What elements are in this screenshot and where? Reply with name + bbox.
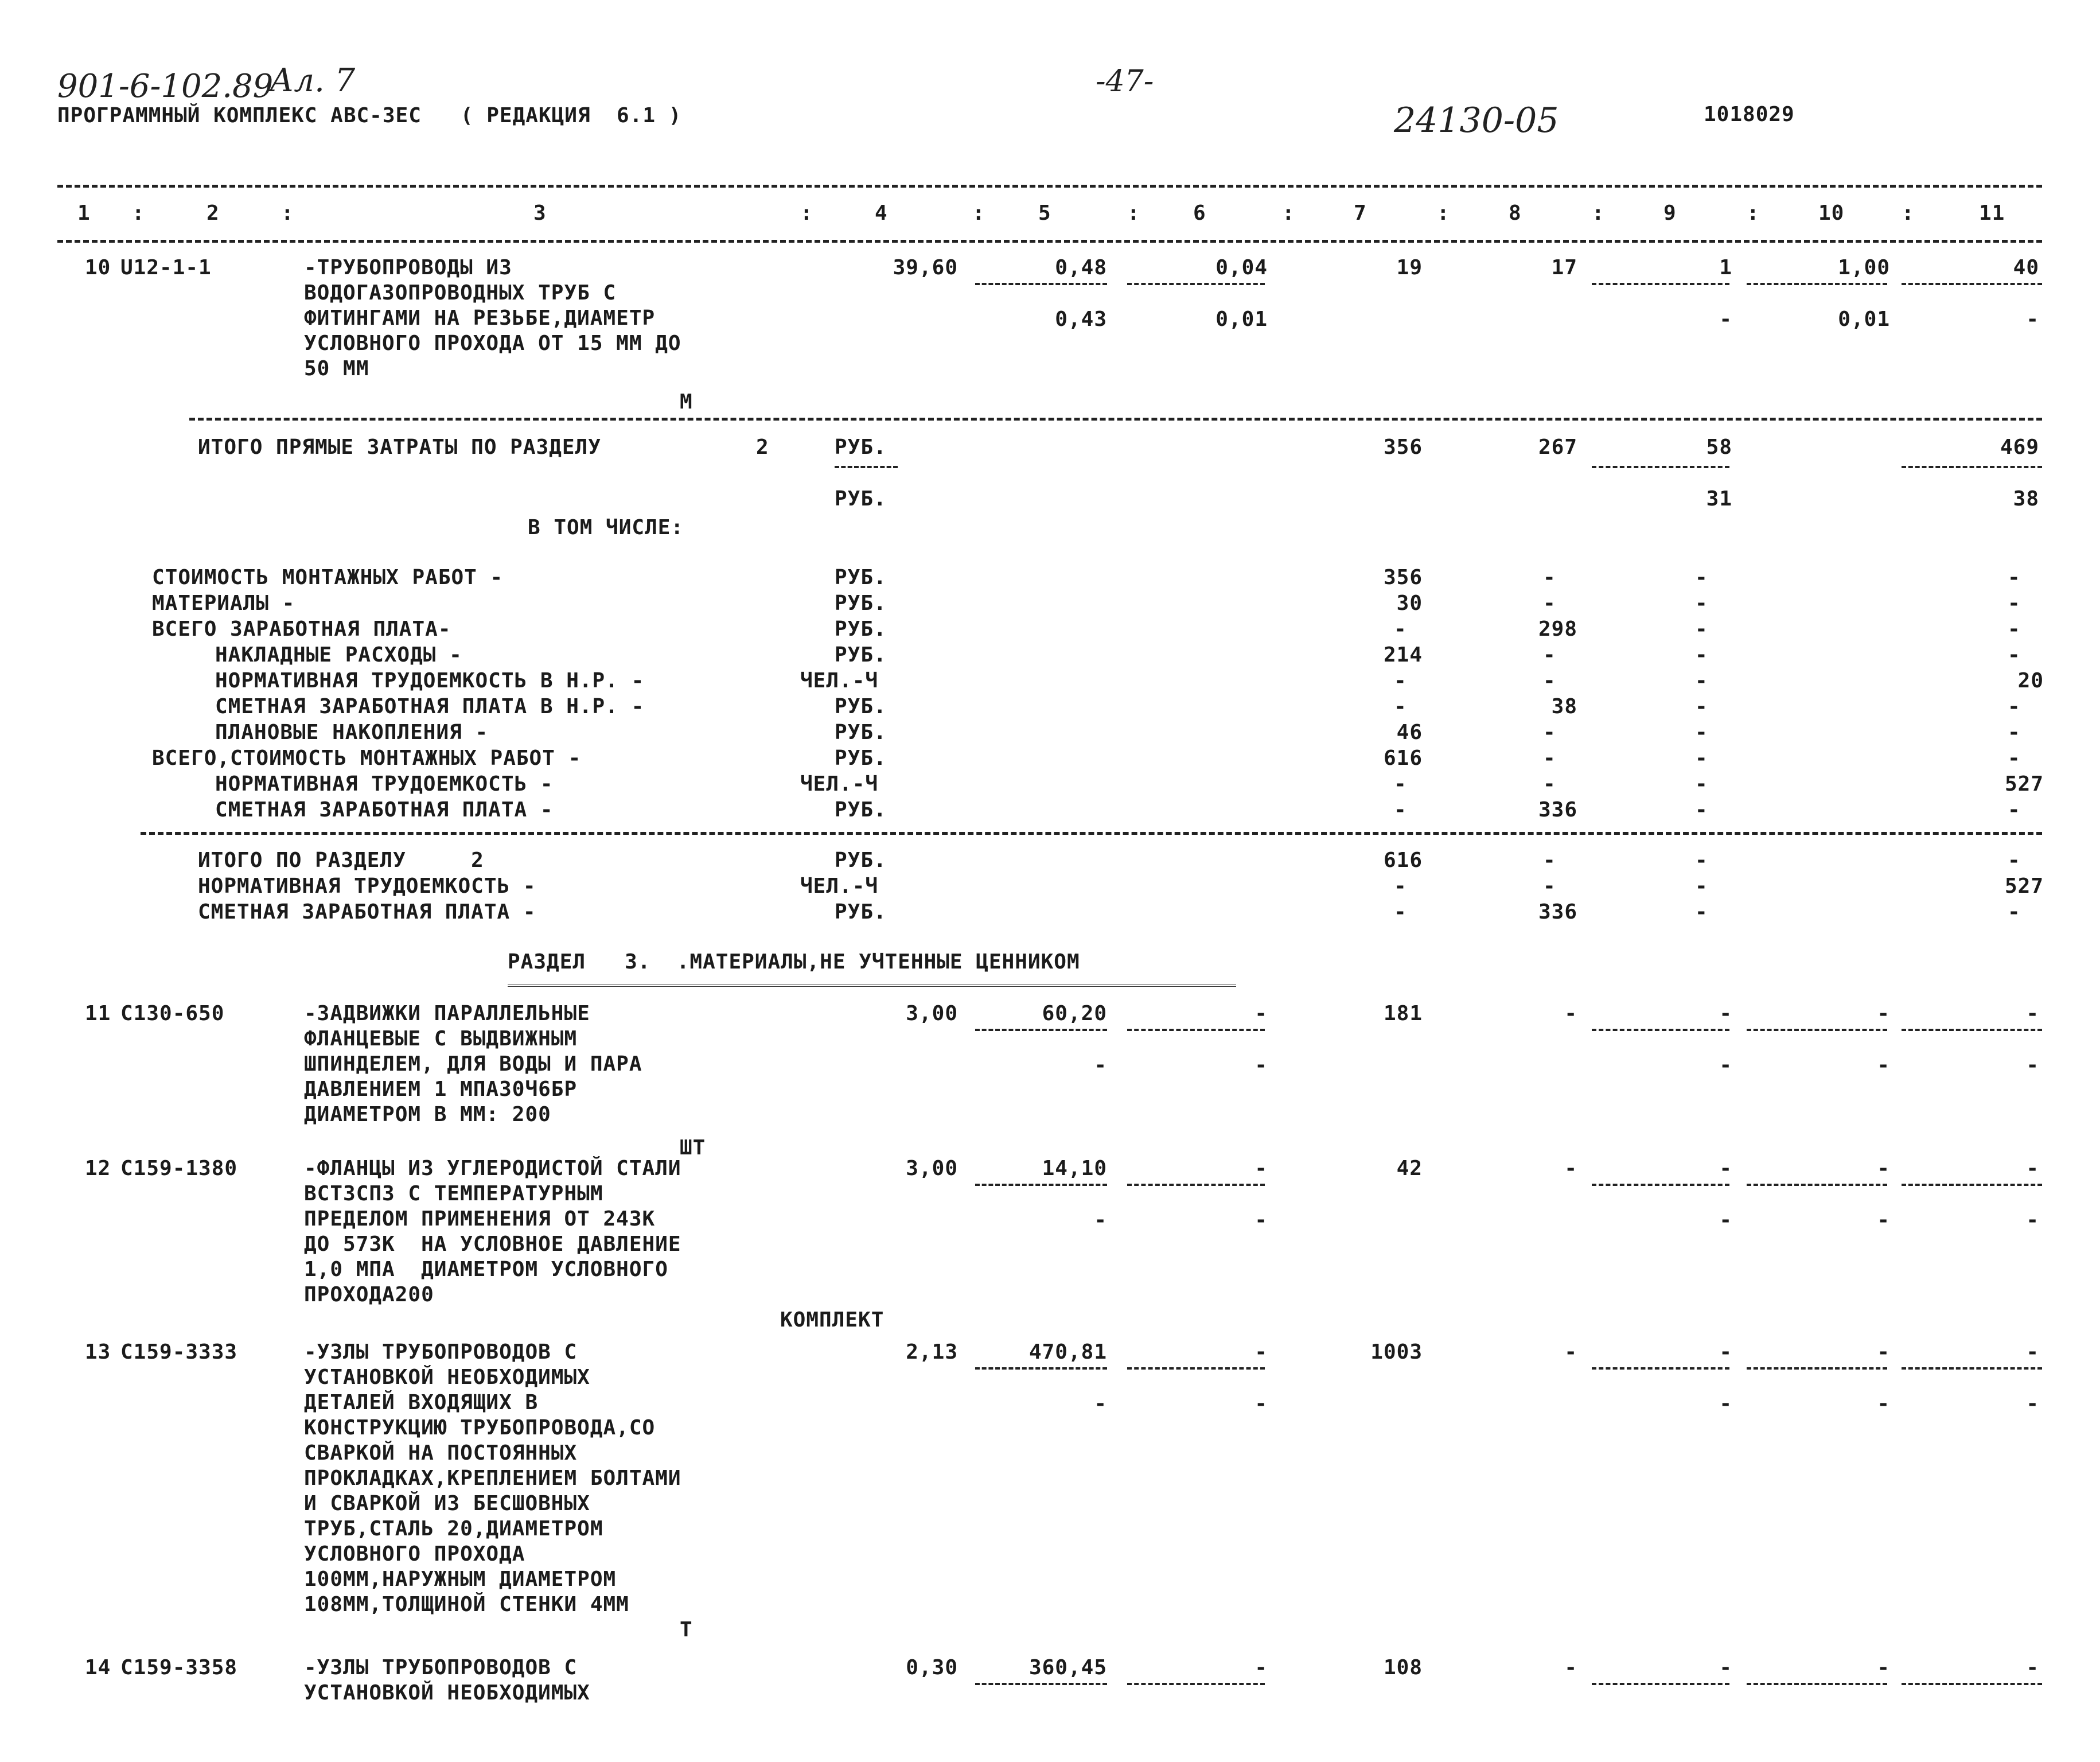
item-sub-rule xyxy=(1127,283,1265,285)
breakdown-c11: - xyxy=(2008,643,2021,667)
item-description-line: ФЛАНЦЕВЫЕ С ВЫДВИЖНЫМ xyxy=(304,1027,578,1051)
item-col9-lower: - xyxy=(1719,308,1732,331)
breakdown-unit: РУБ. xyxy=(835,695,887,718)
breakdown-c11: - xyxy=(2008,695,2021,718)
breakdown-c7: - xyxy=(1394,669,1407,693)
totals-top-rule xyxy=(189,418,2042,421)
item-col9-lower: - xyxy=(1719,1392,1732,1415)
column-separator: : xyxy=(132,201,145,225)
program-line: ПРОГРАММНЫЙ КОМПЛЕКС АВС-3ЕС ( РЕДАКЦИЯ 6.1 ) xyxy=(57,104,682,127)
item-col11-lower: - xyxy=(2026,308,2039,331)
item-description-line: ПРОКЛАДКАХ,КРЕПЛЕНИЕМ БОЛТАМИ xyxy=(304,1467,681,1490)
item-total-cost: 108 xyxy=(1383,1656,1423,1679)
item-description-line: 108ММ,ТОЛЩИНОЙ СТЕНКИ 4ММ xyxy=(304,1593,629,1616)
section-total-c11: 527 xyxy=(2004,874,2044,898)
item-unit-cost: 360,45 xyxy=(1028,1656,1107,1679)
breakdown-unit: РУБ. xyxy=(835,721,887,744)
item-sub-rule xyxy=(1902,1184,2042,1186)
breakdown-c11: - xyxy=(2008,798,2021,822)
item-col9-lower: - xyxy=(1719,1053,1732,1077)
item-total-wage: 17 xyxy=(1551,256,1577,279)
item-total-cost: 42 xyxy=(1396,1157,1423,1180)
breakdown-c7: - xyxy=(1394,617,1407,641)
item-description-line: ТРУБ,СТАЛЬ 20,ДИАМЕТРОМ xyxy=(304,1517,603,1541)
totals-section: 2 xyxy=(756,435,769,459)
item-quantity: 0,30 xyxy=(906,1656,958,1679)
breakdown-c8: 38 xyxy=(1551,695,1577,718)
item-description-line: ВОДОГАЗОПРОВОДНЫХ ТРУБ С xyxy=(304,281,617,305)
item-sub-rule xyxy=(1127,1683,1265,1685)
item-col10: - xyxy=(1877,1340,1890,1364)
item-description-line: УСЛОВНОГО ПРОХОДА ОТ 15 ММ ДО xyxy=(304,332,681,355)
section-total-c9: - xyxy=(1695,849,1708,872)
item-quantity: 3,00 xyxy=(906,1157,958,1180)
section-total-c9: - xyxy=(1695,900,1708,924)
item-number: 12 xyxy=(85,1157,111,1180)
totals-unit-rule xyxy=(835,466,898,468)
item-description-line: УСЛОВНОГО ПРОХОДА xyxy=(304,1542,525,1566)
item-col11: - xyxy=(2026,1002,2039,1025)
item-quantity: 3,00 xyxy=(906,1002,958,1025)
breakdown-c8: 298 xyxy=(1538,617,1577,641)
column-header-2: 2 xyxy=(207,201,220,225)
item-description-line: ДИАМЕТРОМ В ММ: 200 xyxy=(304,1103,551,1126)
breakdown-unit: РУБ. xyxy=(835,617,887,641)
item-sub-rule xyxy=(1592,1029,1729,1031)
section-total-unit: РУБ. xyxy=(835,900,887,924)
item-col9: 1 xyxy=(1719,256,1732,279)
item-description-line: ПРОХОДА200 xyxy=(304,1283,434,1306)
breakdown-c9: - xyxy=(1695,669,1708,693)
column-header-8: 8 xyxy=(1509,201,1522,225)
item-code: C159-3358 xyxy=(120,1656,238,1679)
item-col11: - xyxy=(2026,1340,2039,1364)
breakdown-c9: - xyxy=(1695,772,1708,796)
section-3-underline xyxy=(508,985,1236,989)
breakdown-c9: - xyxy=(1695,695,1708,718)
totals-c9: 58 xyxy=(1706,435,1732,459)
section-total-c11: - xyxy=(2008,849,2021,872)
page-number: -47- xyxy=(1096,64,1154,99)
section-total-unit: РУБ. xyxy=(835,849,887,872)
item-sub-rule xyxy=(1747,1367,1887,1370)
totals-c9-lower: 31 xyxy=(1706,487,1732,511)
item-description-line: ФИТИНГАМИ НА РЕЗЬБЕ,ДИАМЕТР xyxy=(304,306,656,330)
item-description-line: ШПИНДЕЛЕМ, ДЛЯ ВОДЫ И ПАРА xyxy=(304,1052,642,1076)
breakdown-label: НАКЛАДНЫЕ РАСХОДЫ - xyxy=(215,643,462,667)
totals-c11: 469 xyxy=(2000,435,2039,459)
item-description-line: -УЗЛЫ ТРУБОПРОВОДОВ С xyxy=(304,1656,578,1679)
item-col9: - xyxy=(1719,1656,1732,1679)
breakdown-label: СТОИМОСТЬ МОНТАЖНЫХ РАБОТ - xyxy=(152,566,504,589)
breakdown-c8: - xyxy=(1543,721,1556,744)
breakdown-c8: - xyxy=(1543,566,1556,589)
item-sub-rule xyxy=(975,1029,1107,1031)
section-3-title: РАЗДЕЛ 3. .МАТЕРИАЛЫ,НЕ УЧТЕННЫЕ ЦЕННИКОМ xyxy=(508,950,1080,974)
breakdown-c11: - xyxy=(2008,721,2021,744)
breakdown-c9: - xyxy=(1695,617,1708,641)
item-description-line: -УЗЛЫ ТРУБОПРОВОДОВ С xyxy=(304,1340,578,1364)
column-header-6: 6 xyxy=(1193,201,1206,225)
code-right: 1018029 xyxy=(1704,103,1795,126)
breakdown-c8: - xyxy=(1543,772,1556,796)
item-description-line: 50 ММ xyxy=(304,357,369,380)
item-wage-cost: - xyxy=(1254,1157,1268,1180)
column-header-3: 3 xyxy=(533,201,547,225)
item-col10: 1,00 xyxy=(1838,256,1890,279)
item-number: 13 xyxy=(85,1340,111,1364)
column-header-1: 1 xyxy=(77,201,91,225)
item-description-line: ВСТ3СП3 С ТЕМПЕРАТУРНЫМ xyxy=(304,1182,603,1205)
item-sub-rule xyxy=(1902,1683,2042,1685)
breakdown-unit: ЧЕЛ.-Ч xyxy=(800,669,879,693)
item-quantity: 39,60 xyxy=(893,256,958,279)
item-unit: ШТ xyxy=(680,1136,706,1160)
item-sub-rule xyxy=(975,1184,1107,1186)
breakdown-label: НОРМАТИВНАЯ ТРУДОЕМКОСТЬ В Н.Р. - xyxy=(215,669,645,693)
item-col9-lower: - xyxy=(1719,1208,1732,1232)
item-sub-rule xyxy=(1902,1367,2042,1370)
item-col10-lower: - xyxy=(1877,1053,1890,1077)
breakdown-c11: 20 xyxy=(2017,669,2044,693)
column-header-4: 4 xyxy=(875,201,888,225)
item-col10: - xyxy=(1877,1656,1890,1679)
breakdown-label: СМЕТНАЯ ЗАРАБОТНАЯ ПЛАТА В Н.Р. - xyxy=(215,695,645,718)
item-sub-rule xyxy=(1902,1029,2042,1031)
item-description-line: ДО 573К НА УСЛОВНОЕ ДАВЛЕНИЕ xyxy=(304,1232,681,1256)
breakdown-c9: - xyxy=(1695,643,1708,667)
item-sub-rule xyxy=(1747,1029,1887,1031)
item-unit-cost: 14,10 xyxy=(1042,1157,1107,1180)
item-description-line: -ЗАДВИЖКИ ПАРАЛЛЕЛЬНЫЕ xyxy=(304,1002,590,1025)
breakdown-c11: 527 xyxy=(2004,772,2044,796)
breakdown-c8: - xyxy=(1543,592,1556,615)
section-total-c8: - xyxy=(1543,874,1556,898)
breakdown-c9: - xyxy=(1695,746,1708,770)
breakdown-c9: - xyxy=(1695,566,1708,589)
item-unit: КОМПЛЕКТ xyxy=(780,1308,885,1332)
breakdown-label: НОРМАТИВНАЯ ТРУДОЕМКОСТЬ - xyxy=(215,772,554,796)
totals-unit: РУБ. xyxy=(835,435,887,459)
item-col11: 40 xyxy=(2013,256,2039,279)
item-total-wage: - xyxy=(1564,1340,1577,1364)
item-unit-cost-lower: - xyxy=(1094,1208,1107,1232)
breakdown-unit: РУБ. xyxy=(835,566,887,589)
breakdown-c8: - xyxy=(1543,669,1556,693)
item-sub-rule xyxy=(975,1367,1107,1370)
breakdown-c8: - xyxy=(1543,746,1556,770)
item-description-line: ПРЕДЕЛОМ ПРИМЕНЕНИЯ ОТ 243К xyxy=(304,1207,656,1231)
section-total-rule xyxy=(141,832,2042,835)
item-col10-lower: - xyxy=(1877,1392,1890,1415)
item-description-line: 100ММ,НАРУЖНЫМ ДИАМЕТРОМ xyxy=(304,1567,617,1591)
handwritten-album: Ал. 7 xyxy=(270,62,356,99)
item-unit-cost: 60,20 xyxy=(1042,1002,1107,1025)
breakdown-c11: - xyxy=(2008,617,2021,641)
section-total-unit: ЧЕЛ.-Ч xyxy=(800,874,879,898)
breakdown-c7: - xyxy=(1394,772,1407,796)
totals-sub-rule xyxy=(1592,466,1729,468)
item-description-line: ДАВЛЕНИЕМ 1 МПА30Ч6БР xyxy=(304,1078,578,1101)
item-col11: - xyxy=(2026,1656,2039,1679)
section-total-c7: 616 xyxy=(1383,849,1423,872)
item-code: C130-650 xyxy=(120,1002,225,1025)
item-sub-rule xyxy=(1127,1184,1265,1186)
totals-label: ИТОГО ПРЯМЫЕ ЗАТРАТЫ ПО РАЗДЕЛУ xyxy=(198,435,601,459)
column-separator: : xyxy=(1902,201,1915,225)
item-sub-rule xyxy=(975,1683,1107,1685)
item-sub-rule xyxy=(1127,1367,1265,1370)
column-separator: : xyxy=(1282,201,1295,225)
breakdown-c9: - xyxy=(1695,798,1708,822)
item-code: U12-1-1 xyxy=(120,256,212,279)
item-description-line: ДЕТАЛЕЙ ВХОДЯЩИХ В xyxy=(304,1391,539,1414)
item-code: C159-1380 xyxy=(120,1157,238,1180)
item-description-line: УСТАНОВКОЙ НЕОБХОДИМЫХ xyxy=(304,1681,590,1705)
breakdown-c7: - xyxy=(1394,695,1407,718)
breakdown-label: ВСЕГО,СТОИМОСТЬ МОНТАЖНЫХ РАБОТ - xyxy=(152,746,582,770)
item-col10: - xyxy=(1877,1002,1890,1025)
section-total-label: НОРМАТИВНАЯ ТРУДОЕМКОСТЬ - xyxy=(198,874,536,898)
breakdown-c7: 616 xyxy=(1383,746,1423,770)
item-col11-lower: - xyxy=(2026,1208,2039,1232)
breakdown-unit: РУБ. xyxy=(835,592,887,615)
column-separator: : xyxy=(1437,201,1450,225)
column-separator: : xyxy=(800,201,813,225)
item-unit-cost: 0,48 xyxy=(1055,256,1107,279)
breakdown-label: МАТЕРИАЛЫ - xyxy=(152,592,295,615)
item-col11: - xyxy=(2026,1157,2039,1180)
item-wage-lower: - xyxy=(1254,1392,1268,1415)
section-total-label: СМЕТНАЯ ЗАРАБОТНАЯ ПЛАТА - xyxy=(198,900,536,924)
totals-sub-rule xyxy=(1902,466,2042,468)
breakdown-label: ПЛАНОВЫЕ НАКОПЛЕНИЯ - xyxy=(215,721,489,744)
item-total-cost: 1003 xyxy=(1370,1340,1423,1364)
item-col10: - xyxy=(1877,1157,1890,1180)
item-number: 11 xyxy=(85,1002,111,1025)
item-sub-rule xyxy=(1747,283,1887,285)
item-sub-rule xyxy=(1902,283,2042,285)
column-header-11: 11 xyxy=(1979,201,2005,225)
item-col10-lower: 0,01 xyxy=(1838,308,1890,331)
breakdown-unit: РУБ. xyxy=(835,798,887,822)
breakdown-c9: - xyxy=(1695,721,1708,744)
column-separator: : xyxy=(1127,201,1140,225)
item-unit-cost-lower: 0,43 xyxy=(1055,308,1107,331)
item-sub-rule xyxy=(1592,1184,1729,1186)
item-unit: Т xyxy=(680,1618,693,1642)
breakdown-c7: 214 xyxy=(1383,643,1423,667)
totals-c7: 356 xyxy=(1383,435,1423,459)
breakdown-unit: РУБ. xyxy=(835,643,887,667)
item-number: 14 xyxy=(85,1656,111,1679)
column-separator: : xyxy=(972,201,985,225)
including-label: В ТОМ ЧИСЛЕ: xyxy=(528,516,684,539)
breakdown-label: ВСЕГО ЗАРАБОТНАЯ ПЛАТА- xyxy=(152,617,451,641)
item-wage-cost: - xyxy=(1254,1002,1268,1025)
column-header-7: 7 xyxy=(1354,201,1367,225)
item-sub-rule xyxy=(1592,1367,1729,1370)
item-description-line: -ТРУБОПРОВОДЫ ИЗ xyxy=(304,256,512,279)
item-sub-rule xyxy=(1592,283,1729,285)
header-top-rule xyxy=(57,185,2042,188)
breakdown-c8: - xyxy=(1543,643,1556,667)
handwritten-code: 901-6-102.89 xyxy=(57,68,274,105)
item-number: 10 xyxy=(85,256,111,279)
item-col9: - xyxy=(1719,1340,1732,1364)
column-header-10: 10 xyxy=(1818,201,1845,225)
item-wage-cost: 0,04 xyxy=(1215,256,1268,279)
section-total-c7: - xyxy=(1394,900,1407,924)
breakdown-c11: - xyxy=(2008,592,2021,615)
breakdown-c7: 356 xyxy=(1383,566,1423,589)
item-sub-rule xyxy=(1747,1184,1887,1186)
item-wage-lower: 0,01 xyxy=(1215,308,1268,331)
item-wage-cost: - xyxy=(1254,1656,1268,1679)
item-total-wage: - xyxy=(1564,1656,1577,1679)
item-description-line: СВАРКОЙ НА ПОСТОЯННЫХ xyxy=(304,1441,578,1465)
section-total-label: ИТОГО ПО РАЗДЕЛУ 2 xyxy=(198,849,484,872)
item-unit: М xyxy=(680,390,693,414)
item-unit-cost-lower: - xyxy=(1094,1053,1107,1077)
breakdown-label: СМЕТНАЯ ЗАРАБОТНАЯ ПЛАТА - xyxy=(215,798,554,822)
item-description-line: УСТАНОВКОЙ НЕОБХОДИМЫХ xyxy=(304,1366,590,1389)
item-total-wage: - xyxy=(1564,1157,1577,1180)
breakdown-c7: 30 xyxy=(1396,592,1423,615)
item-quantity: 2,13 xyxy=(906,1340,958,1364)
column-separator: : xyxy=(1592,201,1605,225)
item-description-line: КОНСТРУКЦИЮ ТРУБОПРОВОДА,СО xyxy=(304,1416,656,1440)
item-total-cost: 181 xyxy=(1383,1002,1423,1025)
breakdown-unit: ЧЕЛ.-Ч xyxy=(800,772,879,796)
item-col10-lower: - xyxy=(1877,1208,1890,1232)
column-separator: : xyxy=(1747,201,1760,225)
item-total-wage: - xyxy=(1564,1002,1577,1025)
item-wage-lower: - xyxy=(1254,1053,1268,1077)
item-total-cost: 19 xyxy=(1396,256,1423,279)
section-total-c8: - xyxy=(1543,849,1556,872)
section-total-c11: - xyxy=(2008,900,2021,924)
item-col11-lower: - xyxy=(2026,1392,2039,1415)
section-total-c8: 336 xyxy=(1538,900,1577,924)
item-col9: - xyxy=(1719,1002,1732,1025)
totals-c11-lower: 38 xyxy=(2013,487,2039,511)
item-unit-cost-lower: - xyxy=(1094,1392,1107,1415)
item-col9: - xyxy=(1719,1157,1732,1180)
section-total-c9: - xyxy=(1695,874,1708,898)
item-sub-rule xyxy=(1747,1683,1887,1685)
totals-c8: 267 xyxy=(1538,435,1577,459)
item-code: C159-3333 xyxy=(120,1340,238,1364)
column-separator: : xyxy=(281,201,294,225)
column-header-5: 5 xyxy=(1038,201,1051,225)
doc-number: 24130-05 xyxy=(1394,100,1559,141)
item-wage-cost: - xyxy=(1254,1340,1268,1364)
item-wage-lower: - xyxy=(1254,1208,1268,1232)
item-description-line: -ФЛАНЦЫ ИЗ УГЛЕРОДИСТОЙ СТАЛИ xyxy=(304,1157,681,1180)
breakdown-c7: - xyxy=(1394,798,1407,822)
item-sub-rule xyxy=(1127,1029,1265,1031)
item-unit-cost: 470,81 xyxy=(1028,1340,1107,1364)
column-header-9: 9 xyxy=(1663,201,1677,225)
breakdown-c11: - xyxy=(2008,746,2021,770)
item-description-line: И СВАРКОЙ ИЗ БЕСШОВНЫХ xyxy=(304,1492,590,1515)
breakdown-c11: - xyxy=(2008,566,2021,589)
breakdown-unit: РУБ. xyxy=(835,746,887,770)
breakdown-c9: - xyxy=(1695,592,1708,615)
header-bottom-rule xyxy=(57,240,2042,243)
breakdown-c8: 336 xyxy=(1538,798,1577,822)
section-total-c7: - xyxy=(1394,874,1407,898)
totals-unit-2: РУБ. xyxy=(835,487,887,511)
item-sub-rule xyxy=(1592,1683,1729,1685)
item-col11-lower: - xyxy=(2026,1053,2039,1077)
item-description-line: 1,0 МПА ДИАМЕТРОМ УСЛОВНОГО xyxy=(304,1258,668,1281)
breakdown-c7: 46 xyxy=(1396,721,1423,744)
item-sub-rule xyxy=(975,283,1107,285)
